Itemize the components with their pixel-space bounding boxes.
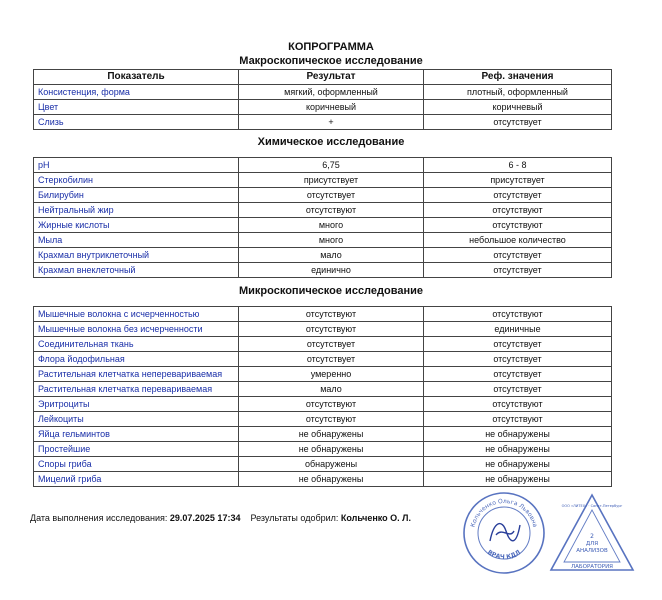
table-header-row xyxy=(34,70,612,85)
table-row xyxy=(34,457,612,472)
row-ref: отсутствуют xyxy=(424,397,612,412)
row-result: отсутствуют xyxy=(239,203,424,218)
table-row xyxy=(34,248,612,263)
row-ref: отсутствуют xyxy=(424,412,612,427)
row-name: Яйца гельминтов xyxy=(34,427,239,442)
section-title-chem: Химическое исследование xyxy=(257,136,405,148)
row-result: коричневый xyxy=(239,100,424,115)
row-ref: 6 - 8 xyxy=(424,158,612,173)
row-name: Крахмал внутриклеточный xyxy=(34,248,239,263)
stamp-tri-mid3: АНАЛИЗОВ xyxy=(576,548,608,554)
table-row xyxy=(34,322,612,337)
header-ref: Реф. значения xyxy=(424,70,612,85)
table-row xyxy=(34,427,612,442)
row-result: умеренно xyxy=(239,367,424,382)
row-ref: не обнаружены xyxy=(424,472,612,487)
row-result: отсутствует xyxy=(239,188,424,203)
stamp-tri-top: ООО «ЛИТЕХ» · Санкт-Петербург xyxy=(561,504,623,508)
row-result: единично xyxy=(239,263,424,278)
row-name: Флора йодофильная xyxy=(34,352,239,367)
row-result: отсутствуют xyxy=(239,412,424,427)
row-ref: отсутствует xyxy=(424,382,612,397)
approved-label: Результаты одобрил: xyxy=(250,513,339,523)
stamp-tri-bottom: ЛАБОРАТОРИЯ xyxy=(570,564,614,570)
table-row xyxy=(34,352,612,367)
row-result: отсутствует xyxy=(239,352,424,367)
row-result: 6,75 xyxy=(239,158,424,173)
row-ref: отсутствуют xyxy=(424,203,612,218)
stamp-tri-mid1: 2 xyxy=(590,533,594,540)
date-value: 29.07.2025 17:34 xyxy=(169,513,241,523)
row-ref: отсутствует xyxy=(424,352,612,367)
row-name: Нейтральный жир xyxy=(34,203,239,218)
signature-mark xyxy=(490,524,520,541)
row-ref: отсутствует xyxy=(424,367,612,382)
row-name: Стеркобилин xyxy=(34,173,239,188)
row-ref: присутствует xyxy=(424,173,612,188)
macro-table xyxy=(33,69,612,130)
row-name: Цвет xyxy=(34,100,239,115)
row-result: мало xyxy=(239,382,424,397)
row-result: отсутствуют xyxy=(239,322,424,337)
row-ref: отсутствуют xyxy=(424,218,612,233)
row-result: не обнаружены xyxy=(239,442,424,457)
svg-text:ВРАЧ КДЛ xyxy=(486,549,522,561)
table-row xyxy=(34,85,612,100)
row-ref: не обнаружены xyxy=(424,457,612,472)
table-row xyxy=(34,412,612,427)
row-name: Растительная клетчатка неперевариваемая xyxy=(34,367,239,382)
row-ref: единичные xyxy=(424,322,612,337)
table-row xyxy=(34,307,612,322)
row-result: мягкий, оформленный xyxy=(239,85,424,100)
laboratory-stamp xyxy=(548,492,636,574)
row-result: отсутствуют xyxy=(239,307,424,322)
table-row xyxy=(34,203,612,218)
row-ref: отсутствует xyxy=(424,188,612,203)
table-row xyxy=(34,218,612,233)
row-name: Соединительная ткань xyxy=(34,337,239,352)
row-name: Эритроциты xyxy=(34,397,239,412)
table-row xyxy=(34,397,612,412)
row-result: мало xyxy=(239,248,424,263)
stamp-round-text: Кольченко Ольга Львовна xyxy=(469,497,539,529)
row-ref: отсутствует xyxy=(424,263,612,278)
row-name: Мицелий гриба xyxy=(34,472,239,487)
table-row xyxy=(34,382,612,397)
footer xyxy=(30,513,411,523)
header-result: Результат xyxy=(239,70,424,85)
row-ref: коричневый xyxy=(424,100,612,115)
row-ref: отсутствуют xyxy=(424,307,612,322)
row-name: Билирубин xyxy=(34,188,239,203)
row-name: Лейкоциты xyxy=(34,412,239,427)
table-row xyxy=(34,158,612,173)
row-ref: отсутствует xyxy=(424,337,612,352)
section-title-macro: Макроскопическое исследование xyxy=(239,55,423,67)
row-name: Мышечные волокна без исчерченности xyxy=(34,322,239,337)
row-result: отсутствует xyxy=(239,337,424,352)
table-row xyxy=(34,100,612,115)
row-ref: небольшое количество xyxy=(424,233,612,248)
doctor-stamp xyxy=(462,491,546,575)
stamp-tri-mid2: ДЛЯ xyxy=(585,541,599,547)
row-name: Мыла xyxy=(34,233,239,248)
row-result: много xyxy=(239,218,424,233)
row-ref: не обнаружены xyxy=(424,442,612,457)
row-name: pH xyxy=(34,158,239,173)
row-ref: отсутствует xyxy=(424,115,612,130)
row-result: отсутствуют xyxy=(239,397,424,412)
row-result: обнаружены xyxy=(239,457,424,472)
table-row xyxy=(34,337,612,352)
row-name: Консистенция, форма xyxy=(34,85,239,100)
row-ref: отсутствует xyxy=(424,248,612,263)
row-name: Простейшие xyxy=(34,442,239,457)
row-name: Слизь xyxy=(34,115,239,130)
row-result: не обнаружены xyxy=(239,472,424,487)
micro-table xyxy=(33,306,612,487)
row-name: Крахмал внеклеточный xyxy=(34,263,239,278)
section-title-micro: Микроскопическое исследование xyxy=(239,285,423,297)
approved-value: Кольченко О. Л. xyxy=(340,513,411,523)
table-row xyxy=(34,188,612,203)
row-result: + xyxy=(239,115,424,130)
table-row xyxy=(34,233,612,248)
table-row xyxy=(34,367,612,382)
table-row xyxy=(34,472,612,487)
row-name: Споры гриба xyxy=(34,457,239,472)
row-name: Жирные кислоты xyxy=(34,218,239,233)
table-row xyxy=(34,173,612,188)
table-row xyxy=(34,442,612,457)
row-result: присутствует xyxy=(239,173,424,188)
row-name: Растительная клетчатка перевариваемая xyxy=(34,382,239,397)
document-title: КОПРОГРАММА xyxy=(288,41,374,53)
row-ref: не обнаружены xyxy=(424,427,612,442)
table-row xyxy=(34,115,612,130)
chem-table xyxy=(33,157,612,278)
date-label: Дата выполнения исследования: xyxy=(30,513,168,523)
row-ref: плотный, оформленный xyxy=(424,85,612,100)
row-result: много xyxy=(239,233,424,248)
table-row xyxy=(34,263,612,278)
header-name: Показатель xyxy=(34,70,239,85)
stamp-round-bottom: ВРАЧ КДЛ xyxy=(486,548,522,561)
row-name: Мышечные волокна с исчерченностью xyxy=(34,307,239,322)
row-result: не обнаружены xyxy=(239,427,424,442)
